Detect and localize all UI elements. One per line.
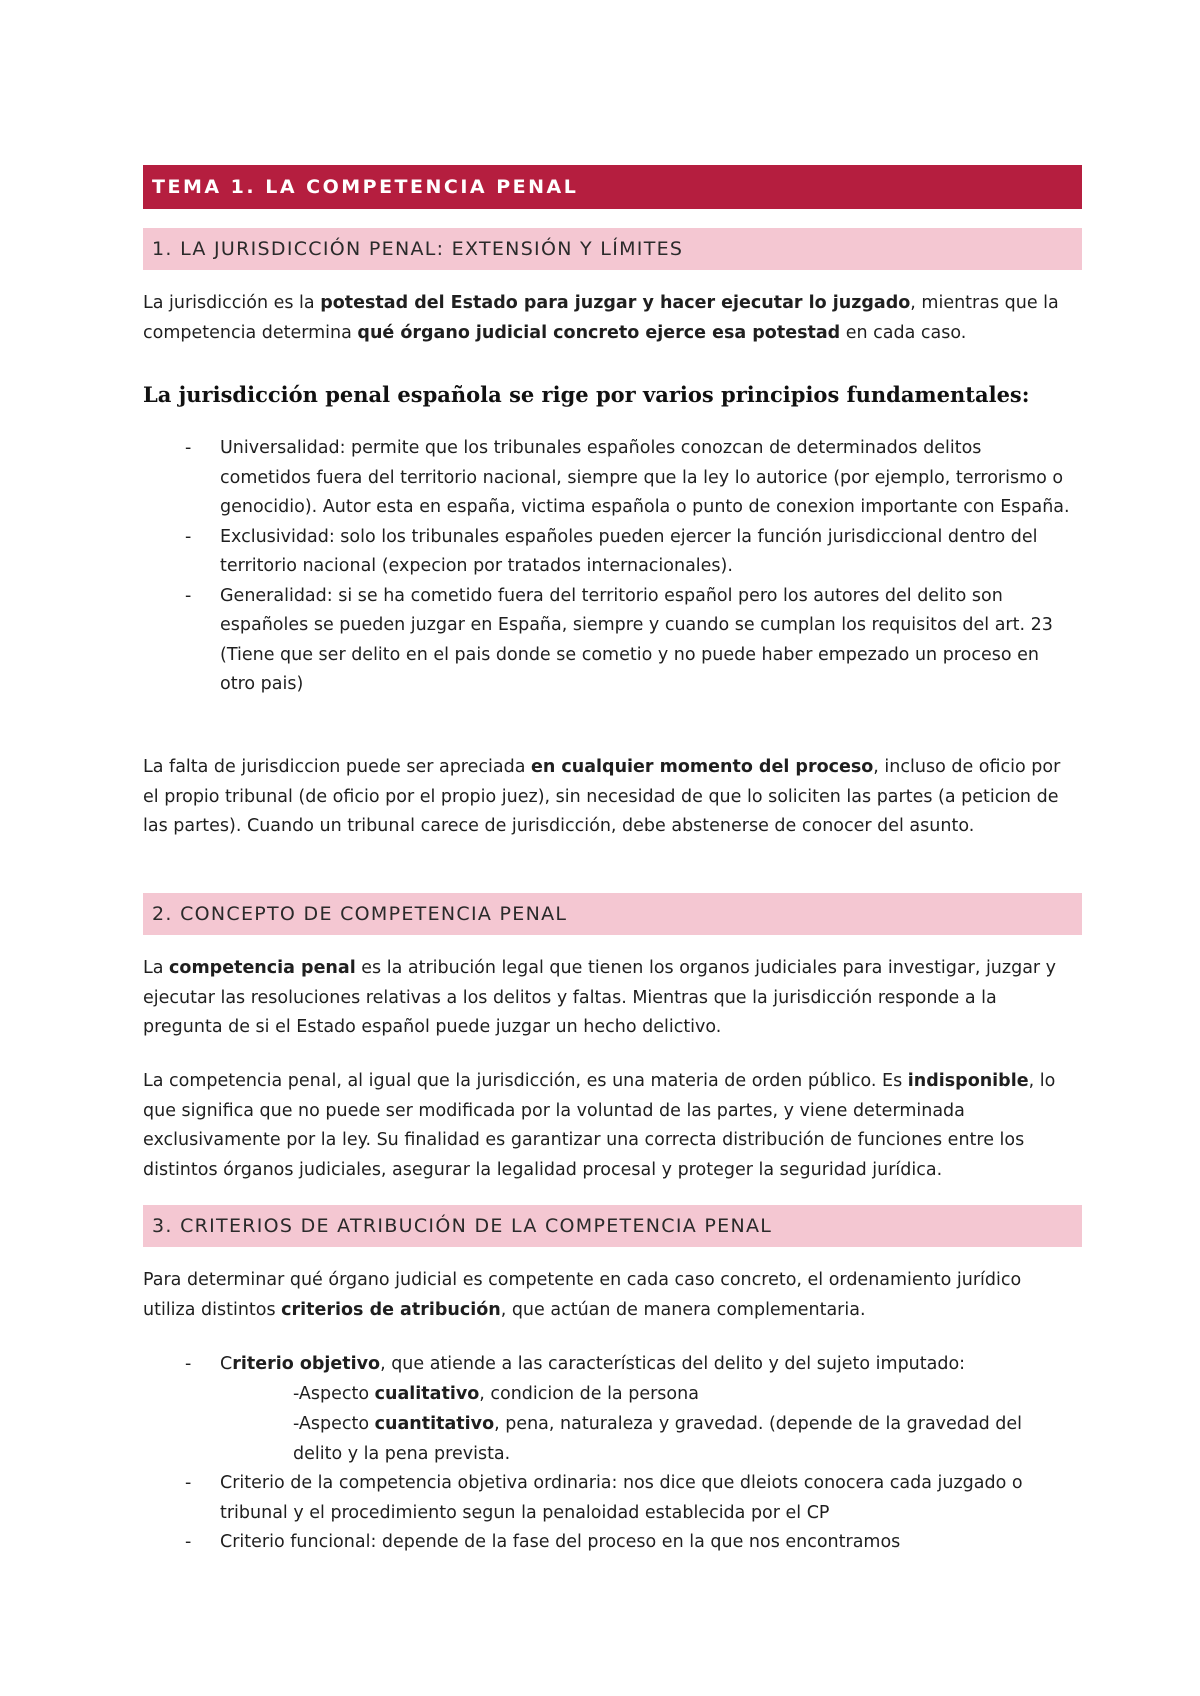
list-item: - Criterio funcional: depende de la fase del proceso en la que nos encontramos [185,1532,901,1552]
s2-paragraph-1: La competencia penal es la atribución legal que tienen los organos judiciales para investigar, juzgar y ejecutar las resoluciones relativas a los delitos y faltas. Mientras que la jurisdicción responde a la pregunta de si el Estado español puede juzgar un hecho delictivo. [143,958,1057,1037]
section-heading-3: 3. CRITERIOS DE ATRIBUCIÓN DE LA COMPETENCIA PENAL [143,1205,1082,1247]
list-item: - Generalidad: si se ha cometido fuera del territorio español pero los autores del delito son españoles se pueden juzgar en España, siempre y cuando se cumplan los requisitos del art. 23 (Tiene que ser delito en el pais donde se cometio y no puede haber empezado un proceso en otro pais) [185,585,1053,694]
s2-paragraph-2: La competencia penal, al igual que la jurisdicción, es una materia de orden público. Es indisponible, lo que significa que no puede ser modificada por la voluntad de las partes, y viene determinada exclusivamente por la ley. Su finalidad es garantizar una correcta distribución de funciones entre los distintos órganos judiciales, asegurar la legalidad procesal y proteger la seguridad jurídica. [143,1071,1056,1180]
s1-subheading: La jurisdicción penal española se rige por varios principios fundamentales: [143,382,1030,407]
s1-paragraph-1: La jurisdicción es la potestad del Estado para juzgar y hacer ejecutar lo juzgado, mientras que la competencia determina qué órgano judicial concreto ejerce esa potestad en cada caso. [143,293,1059,343]
s1-paragraph-2: La falta de jurisdiccion puede ser apreciada en cualquier momento del proceso, incluso de oficio por el propio tribunal (de oficio por el propio juez), sin necesidad de que lo soliciten las partes (a peticion de las partes). Cuando un tribunal carece de jurisdicción, debe abstenerse de conocer del asunto. [143,757,1061,836]
document-title: TEMA 1. LA COMPETENCIA PENAL [143,165,1082,209]
criteria-subitem: -Aspecto cualitativo, condicion de la persona [293,1384,699,1404]
list-item: - Universalidad: permite que los tribunales españoles conozcan de determinados delitos cometidos fuera del territorio nacional, siempre que la ley lo autorice (por ejemplo, terrorismo o genocidio). Autor esta en españa, victima española o punto de conexion importante con España. [185,438,1070,517]
principles-list [143,434,1073,700]
list-item: - Exclusividad: solo los tribunales españoles pueden ejercer la función jurisdiccional dentro del territorio nacional (expecion por tratados internacionales). [185,526,1038,576]
criteria-list [143,1350,1073,1380]
section-heading-2: 2. CONCEPTO DE COMPETENCIA PENAL [143,893,1082,935]
s3-paragraph-1: Para determinar qué órgano judicial es competente en cada caso concreto, el ordenamiento jurídico utiliza distintos criterios de atribución, que actúan de manera complementaria. [143,1270,1022,1320]
list-item: - Criterio de la competencia objetiva ordinaria: nos dice que dleiots conocera cada juzgado o tribunal y el procedimiento segun la penaloidad establecida por el CP [185,1473,1023,1523]
criteria-list-continued [143,1469,1073,1558]
criteria-subitem: -Aspecto cuantitativo, pena, naturaleza y gravedad. (depende de la gravedad del delito y la pena prevista. [293,1414,1023,1464]
section-heading-1: 1. LA JURISDICCIÓN PENAL: EXTENSIÓN Y LÍMITES [143,228,1082,270]
list-item: - Criterio objetivo, que atiende a las características del delito y del sujeto imputado: [185,1354,966,1374]
